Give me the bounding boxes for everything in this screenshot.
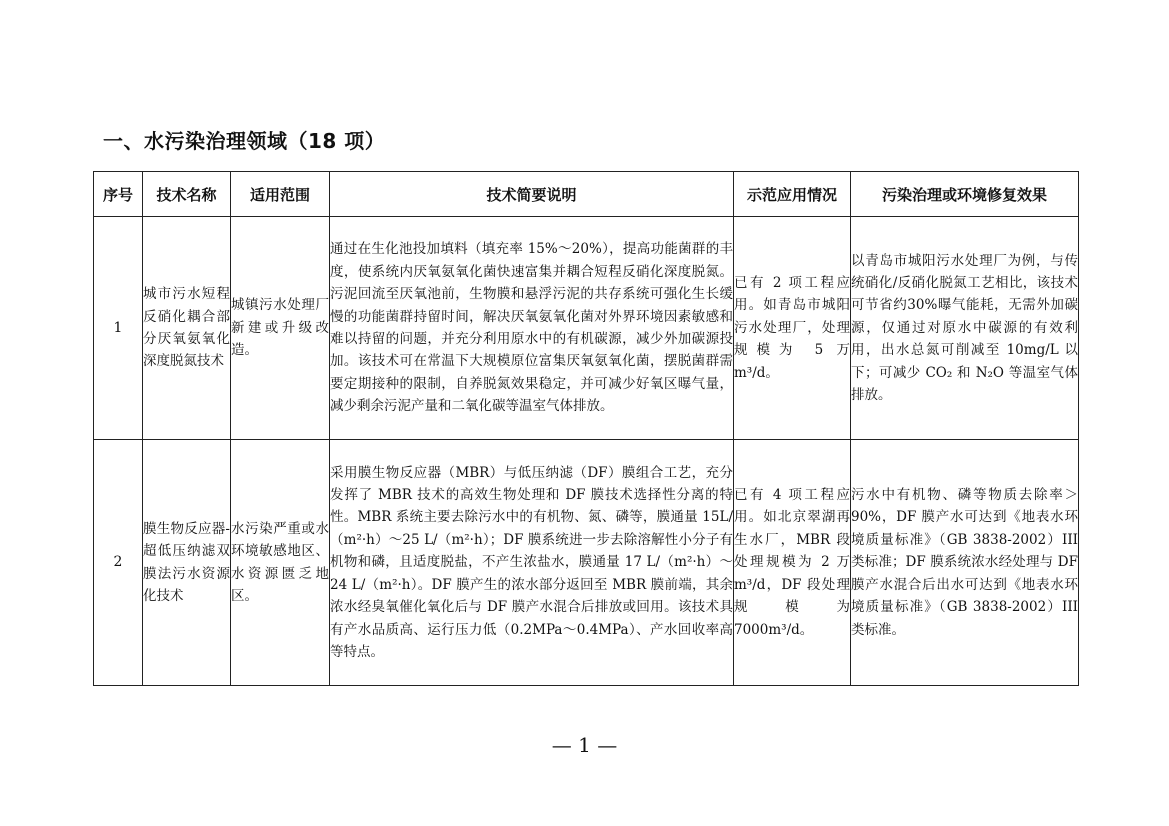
row-demo: 已有 2 项工程应用。如青岛市城阳污水处理厂，处理规模为 5 万 m³/d。: [734, 217, 851, 440]
row-scope: 城镇污水处理厂新建或升级改造。: [231, 217, 330, 440]
header-description: 技术简要说明: [330, 172, 734, 217]
header-scope: 适用范围: [231, 172, 330, 217]
table-row: [94, 217, 1079, 440]
row-demo: 已有 4 项工程应用。如北京翠湖再生水厂，MBR 段处理规模为 2 万 m³/d，DF 段处理规模为 7000m³/d。: [734, 440, 851, 686]
row-description: 通过在生化池投加填料（填充率 15%～20%），提高功能菌群的丰度，使系统内厌氧氨氧化菌快速富集并耦合短程反硝化深度脱氮。污泥回流至厌氧池前，生物膜和悬浮污泥的共存系统可强化生长缓慢的功能菌群持留时间，解决厌氧氨氧化菌对外界环境因素敏感和难以持留的问题，并充分利用原水中的有机碳源，减少外加碳源投加。该技术可在常温下大规模原位富集厌氧氨氧化菌，摆脱菌群需要定期接种的限制，自养脱氮效果稳定，并可减少好氧区曝气量，减少剩余污泥产量和二氧化碳等温室气体排放。: [330, 217, 734, 440]
row-tech-name: 膜生物反应器-超低压纳滤双膜法污水资源化技术: [143, 440, 231, 686]
row-scope: 水污染严重或水环境敏感地区、水资源匮乏地区。: [231, 440, 330, 686]
header-demo: 示范应用情况: [734, 172, 851, 217]
technology-table: [93, 171, 1079, 686]
row-no: 2: [94, 440, 143, 686]
row-effect: 以青岛市城阳污水处理厂为例，与传统硝化/反硝化脱氮工艺相比，该技术可节省约30%曝气能耗，无需外加碳源，仅通过对原水中碳源的有效利用，出水总氮可削减至 10mg/L 以下；可减少 CO₂ 和 N₂O 等温室气体排放。: [851, 217, 1079, 440]
table-row: [94, 440, 1079, 686]
row-effect: 污水中有机物、磷等物质去除率＞90%，DF 膜产水可达到《地表水环境质量标准》（GB 3838-2002）III 类标准；DF 膜系统浓水经处理与 DF 膜产水混合后出水可达到《地表水环境质量标准》（GB 3838-2002）III 类标准。: [851, 440, 1079, 686]
header-name: 技术名称: [143, 172, 231, 217]
row-no: 1: [94, 217, 143, 440]
page-number: — 1 —: [551, 733, 618, 757]
row-tech-name: 城市污水短程反硝化耦合部分厌氧氨氧化深度脱氮技术: [143, 217, 231, 440]
section-title: 一、水污染治理领域（18 项）: [103, 129, 386, 153]
header-effect: 污染治理或环境修复效果: [851, 172, 1079, 217]
header-no: 序号: [94, 172, 143, 217]
table-header-row: [94, 172, 1079, 217]
row-description: 采用膜生物反应器（MBR）与低压纳滤（DF）膜组合工艺，充分发挥了 MBR 技术的高效生物处理和 DF 膜技术选择性分离的特性。MBR 系统主要去除污水中的有机物、氮、磷等，膜通量 15L/（m²·h）～25 L/（m²·h）；DF 膜系统进一步去除溶解性小分子有机物和磷，且适度脱盐，不产生浓盐水，膜通量 17 L/（m²·h）～24 L/（m²·h）。DF 膜产生的浓水部分返回至 MBR 膜前端，其余浓水经臭氧催化氧化后与 DF 膜产水混合后排放或回用。该技术具有产水品质高、运行压力低（0.2MPa～0.4MPa）、产水回收率高等特点。: [330, 440, 734, 686]
